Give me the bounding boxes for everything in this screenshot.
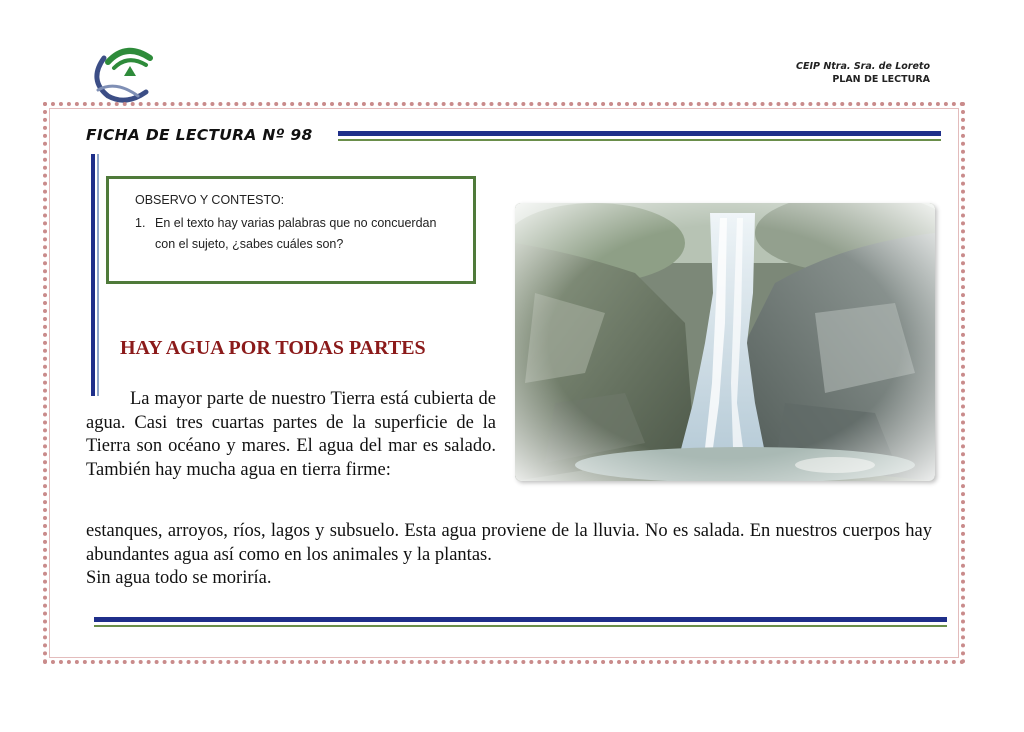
- reading-paragraph-3: Sin agua todo se moriría.: [86, 568, 272, 588]
- question-number: 1.: [135, 216, 146, 230]
- junta-logo-icon: [86, 40, 166, 106]
- question-heading: OBSERVO Y CONTESTO:: [135, 193, 285, 207]
- reading-paragraph-1: La mayor parte de nuestro Tierra está cubierta de agua. Casi tres cuartas partes de la superficie de la Tierra son océano y mares. El agua del mar es salado. También hay mucha agua en tierra firme:: [86, 389, 496, 480]
- ficha-title: FICHA DE LECTURA Nº 98: [86, 126, 313, 144]
- program-name: PLAN DE LECTURA: [832, 74, 930, 85]
- vertical-divider-thin: [97, 154, 99, 396]
- bottom-divider-thin: [94, 625, 947, 627]
- title-divider-thin: [338, 139, 941, 141]
- school-header: [796, 60, 930, 86]
- waterfall-photo: [515, 203, 935, 481]
- reading-title: HAY AGUA POR TODAS PARTES: [120, 337, 426, 359]
- reading-paragraph-2: estanques, arroyos, ríos, lagos y subsuelo. Esta agua proviene de la lluvia. No es salada. En nuestros cuerpos hay abundantes agua así como en los animales y la plantas.: [86, 521, 932, 565]
- bottom-divider: [94, 617, 947, 622]
- school-name: CEIP Ntra. Sra. de Loreto: [796, 61, 930, 72]
- title-divider: [338, 131, 941, 136]
- question-box: [106, 176, 476, 284]
- question-text-line1: En el texto hay varias palabras que no concuerdan: [155, 216, 437, 230]
- vertical-divider: [91, 154, 95, 396]
- question-item: [135, 213, 455, 234]
- question-item-continued: [135, 234, 455, 255]
- question-text-line2: con el sujeto, ¿sabes cuáles son?: [155, 237, 344, 251]
